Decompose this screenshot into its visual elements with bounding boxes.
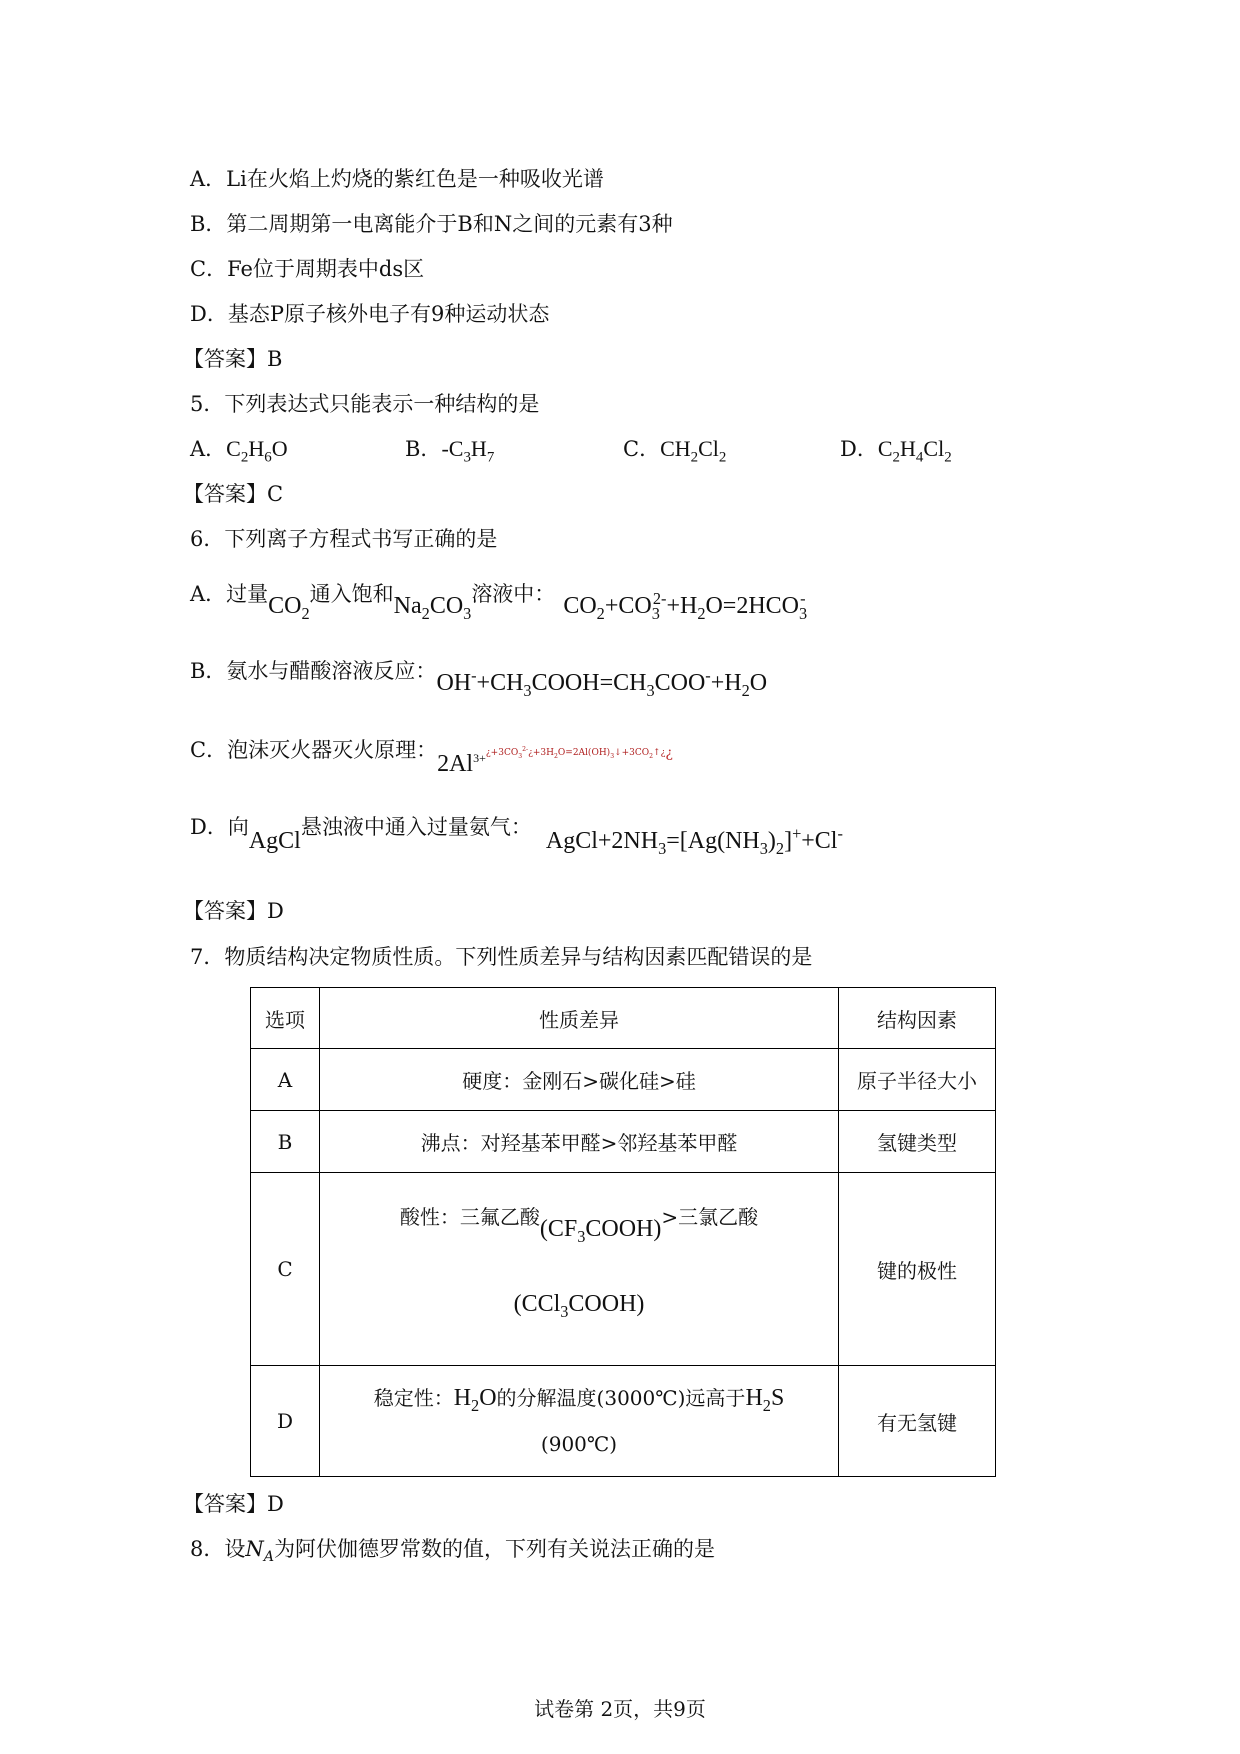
- table-header-option: 选项: [251, 988, 320, 1049]
- table-row: [251, 1111, 996, 1173]
- q5-option-d: D．$C_2H_4Cl_2$: [840, 436, 952, 466]
- q5-option-a: A．$C_2H_6O$: [190, 436, 288, 466]
- cell-factor: 氢键类型: [839, 1111, 996, 1173]
- q4-option-a: A．Li在火焰上灼烧的紫红色是一种吸收光谱: [190, 167, 604, 191]
- q6-option-d: D．向AgCl悬浊液中通入过量氨气：$AgCl+2NH_3=[Ag(NH_3)_2]^++Cl^-$: [190, 815, 843, 858]
- cell-option: D: [251, 1366, 320, 1477]
- q6-option-c: C．泡沫灭火器灭火原理：$2Al^{3+}¿+3CO_3^{2-}¿+3H_2O=2Al(OH)_3↓+3CO_2↑¿¿$: [190, 738, 673, 777]
- q6-option-a: A．过量$CO_2$通入饱和$Na_2CO_3$溶液中： $CO_2+CO_3^{2-}+H_2O=2HCO_3^-$: [190, 582, 808, 623]
- table-header-property: 性质差异: [320, 988, 839, 1049]
- q6-stem: 6．下列离子方程式书写正确的是: [190, 527, 498, 551]
- cell-property: 硬度：金刚石>碳化硅>硅: [320, 1049, 839, 1111]
- q4-answer: 【答案】B: [183, 347, 283, 371]
- q7-table: [250, 987, 996, 1477]
- q4-option-b: B．第二周期第一电离能介于B和N之间的元素有3种: [190, 212, 673, 236]
- q5-option-c: C．$CH_2Cl_2$: [623, 436, 727, 466]
- cell-option: C: [251, 1173, 320, 1366]
- q4-option-c: C．Fe位于周期表中ds区: [190, 257, 425, 281]
- cell-factor: 有无氢键: [839, 1366, 996, 1477]
- q7-answer: 【答案】D: [183, 1492, 284, 1516]
- table-header-factor: 结构因素: [839, 988, 996, 1049]
- q4-option-d: D．基态P原子核外电子有9种运动状态: [190, 302, 550, 326]
- table-row: [251, 1049, 996, 1111]
- q6-c-equation: $2Al^{3+}$: [437, 751, 486, 777]
- q5-options: [190, 434, 990, 464]
- q8-stem: 8．设$N_A$为阿伏伽德罗常数的值，下列有关说法正确的是: [190, 1537, 716, 1566]
- q5-stem: 5．下列表达式只能表示一种结构的是: [190, 392, 540, 416]
- q6-answer: 【答案】D: [183, 899, 284, 923]
- cell-factor: 原子半径大小: [839, 1049, 996, 1111]
- q5-answer: 【答案】C: [183, 482, 284, 506]
- table-header-row: [251, 988, 996, 1049]
- cell-property: 酸性：三氟乙酸$(CF_3COOH)>$三氯乙酸 (CCl$_3$COOH): [320, 1173, 839, 1366]
- cell-option: A: [251, 1049, 320, 1111]
- cell-option: B: [251, 1111, 320, 1173]
- table-row: [251, 1173, 996, 1366]
- q6-b-equation: $OH^-+CH_3COOH=CH_3COO^-+H_2O$: [436, 666, 768, 700]
- cell-factor: 键的极性: [839, 1173, 996, 1366]
- page-footer: 试卷第 2页，共9页: [534, 1697, 706, 1721]
- q6-d-equation: $AgCl+2NH_3=[Ag(NH_3)_2]^++Cl^-$: [545, 824, 843, 858]
- q5-option-b: B．$-C_3H_7$: [405, 436, 495, 466]
- q7-stem: 7．物质结构决定物质性质。下列性质差异与结构因素匹配错误的是: [190, 945, 813, 969]
- cell-property: 稳定性：$H_2O$的分解温度(3000℃)远高于$H_2S$ (900℃): [320, 1366, 839, 1477]
- cell-property: 沸点：对羟基苯甲醛>邻羟基苯甲醛: [320, 1111, 839, 1173]
- q6-option-b: B．氨水与醋酸溶液反应：$OH^-+CH_3COOH=CH_3COO^-+H_2O$: [190, 659, 768, 700]
- q6-a-equation: $CO_2+CO_3^{2-}+H_2O=2HCO_3^-$: [563, 589, 808, 623]
- table-row: [251, 1366, 996, 1477]
